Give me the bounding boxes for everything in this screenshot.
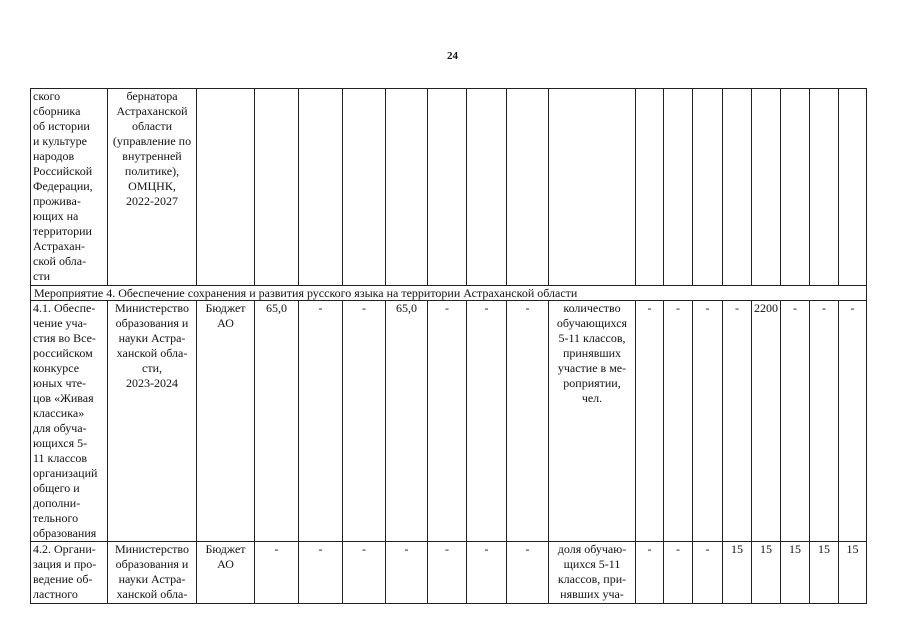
target-cell: 15 bbox=[810, 542, 839, 604]
target-cell: - bbox=[839, 301, 867, 542]
empty-cell bbox=[549, 89, 636, 286]
executor-cell: Министерство образования и науки Астра- ханской обла- сти, 2023-2024 bbox=[108, 301, 197, 542]
target-cell: - bbox=[664, 542, 693, 604]
target-cell: - bbox=[723, 301, 752, 542]
amount-cell: - bbox=[428, 301, 467, 542]
empty-cell bbox=[507, 89, 549, 286]
empty-cell bbox=[723, 89, 752, 286]
target-cell: 15 bbox=[839, 542, 867, 604]
funding-source-cell: Бюджет АО bbox=[197, 542, 255, 604]
amount-cell: - bbox=[299, 542, 343, 604]
empty-cell bbox=[255, 89, 299, 286]
measures-table bbox=[30, 88, 867, 604]
executor-cell: Министерство образования и науки Астра- ханской обла- bbox=[108, 542, 197, 604]
empty-cell bbox=[428, 89, 467, 286]
empty-cell bbox=[693, 89, 723, 286]
target-cell: - bbox=[636, 301, 664, 542]
executor-cell: бернатора Астраханской области (управление по внутренней политике), ОМЦНК, 2022-2027 bbox=[108, 89, 197, 286]
page-number: 24 bbox=[447, 50, 458, 62]
indicator-cell: количество обучающихся 5-11 классов, принявших участие в ме- роприятии, чел. bbox=[549, 301, 636, 542]
target-cell: - bbox=[693, 542, 723, 604]
table-row bbox=[31, 301, 867, 542]
amount-cell: 65,0 bbox=[386, 301, 428, 542]
amount-cell: - bbox=[343, 301, 386, 542]
amount-cell: - bbox=[507, 542, 549, 604]
amount-cell: - bbox=[428, 542, 467, 604]
measure-name-cell: ского сборника об истории и культуре народов Российской Федерации, проживa- ющих на территории Астрахан- ской обла- сти bbox=[31, 89, 108, 286]
target-cell: - bbox=[810, 301, 839, 542]
indicator-cell: доля обучаю- щихся 5-11 классов, при- нявших уча- bbox=[549, 542, 636, 604]
section-row bbox=[31, 286, 867, 301]
amount-cell: 65,0 bbox=[255, 301, 299, 542]
empty-cell bbox=[839, 89, 867, 286]
section-title: Мероприятие 4. Обеспечение сохранения и развития русского языка на территории Астраханской области bbox=[31, 286, 867, 301]
measure-name-cell: 4.1. Обеспе- чение уча- стия во Все- российском конкурсе юных чте- цов «Живая классика» для обуча- ющихся 5- 11 классов организаций общего и дополни- тельного образования bbox=[31, 301, 108, 542]
amount-cell: - bbox=[507, 301, 549, 542]
empty-cell bbox=[664, 89, 693, 286]
target-cell: - bbox=[664, 301, 693, 542]
target-cell: - bbox=[781, 301, 810, 542]
amount-cell: - bbox=[467, 542, 507, 604]
amount-cell: - bbox=[255, 542, 299, 604]
empty-cell bbox=[781, 89, 810, 286]
target-cell: - bbox=[693, 301, 723, 542]
target-cell: 15 bbox=[752, 542, 781, 604]
table-row bbox=[31, 89, 867, 286]
amount-cell: - bbox=[386, 542, 428, 604]
amount-cell: - bbox=[467, 301, 507, 542]
target-cell: 2200 bbox=[752, 301, 781, 542]
empty-cell bbox=[636, 89, 664, 286]
target-cell: 15 bbox=[723, 542, 752, 604]
target-cell: - bbox=[636, 542, 664, 604]
empty-cell bbox=[467, 89, 507, 286]
empty-cell bbox=[299, 89, 343, 286]
amount-cell: - bbox=[343, 542, 386, 604]
measure-name-cell: 4.2. Органи- зация и про- ведение об- ластного bbox=[31, 542, 108, 604]
amount-cell: - bbox=[299, 301, 343, 542]
table-row bbox=[31, 542, 867, 604]
empty-cell bbox=[752, 89, 781, 286]
empty-cell bbox=[386, 89, 428, 286]
empty-cell bbox=[343, 89, 386, 286]
target-cell: 15 bbox=[781, 542, 810, 604]
funding-source-cell: Бюджет АО bbox=[197, 301, 255, 542]
empty-cell bbox=[810, 89, 839, 286]
empty-cell bbox=[197, 89, 255, 286]
